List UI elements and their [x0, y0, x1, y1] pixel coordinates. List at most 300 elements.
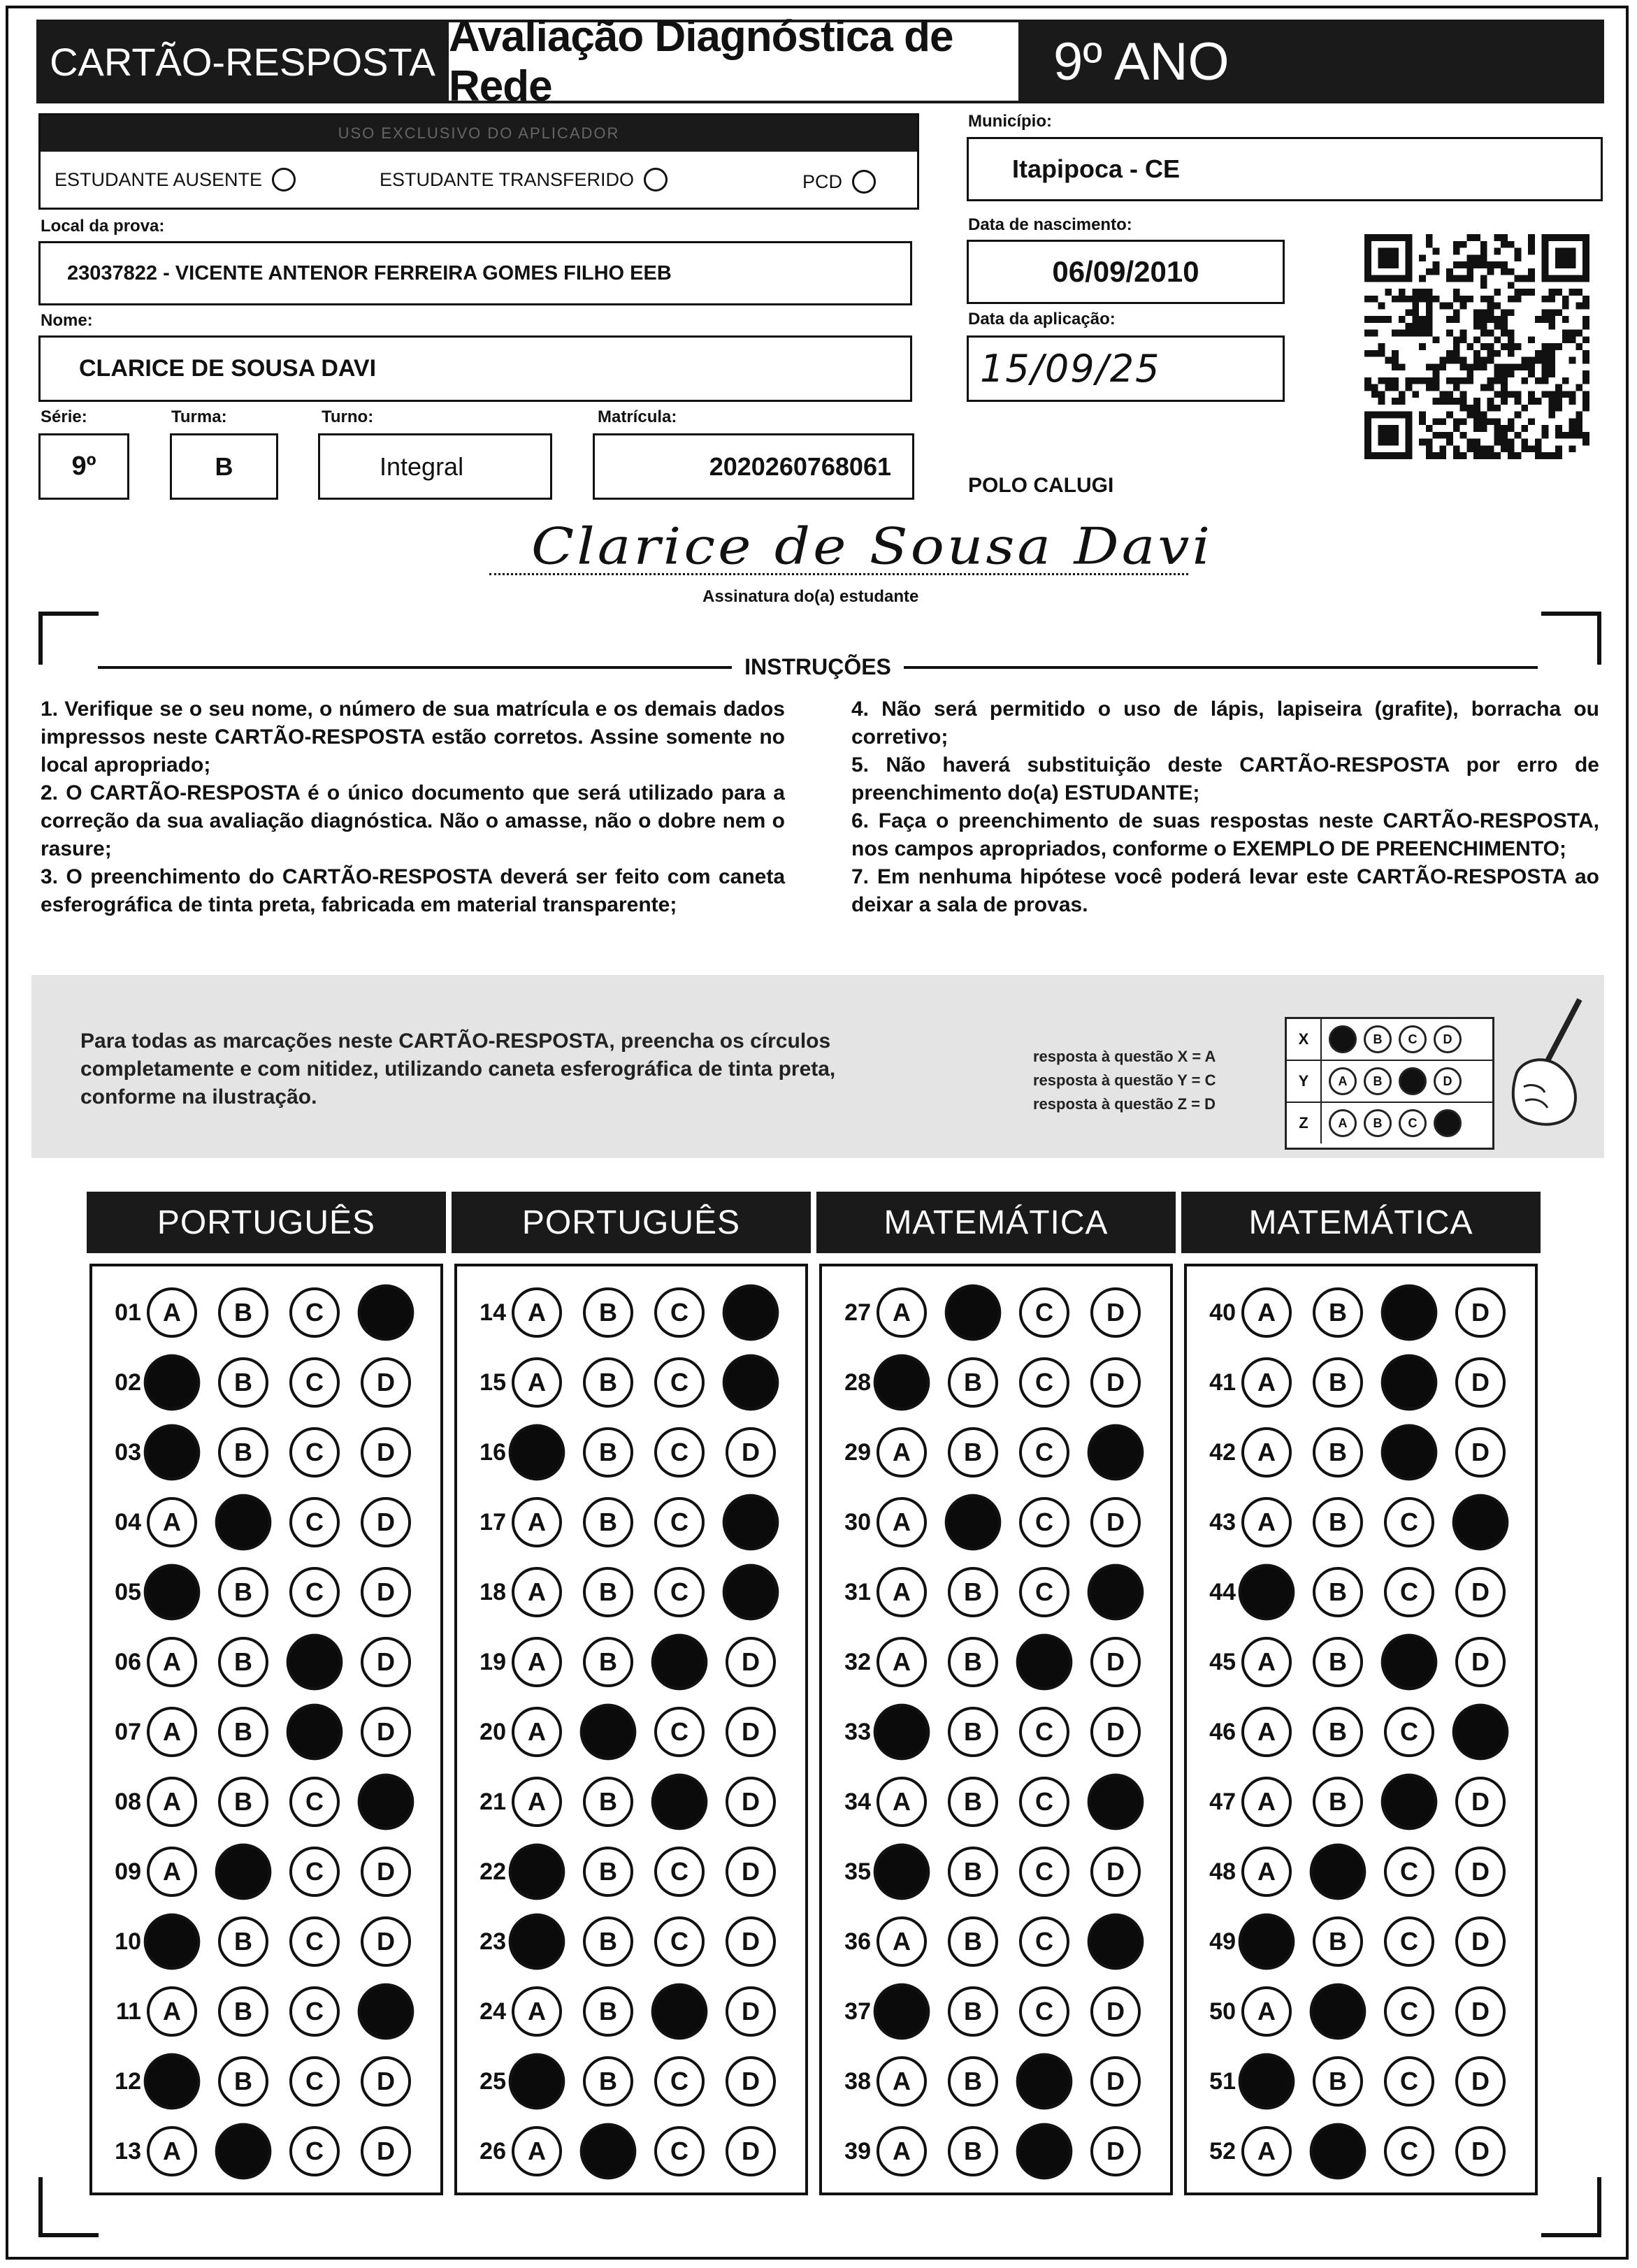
answer-bubble-c[interactable]: C — [289, 1986, 340, 2037]
answer-bubble-b[interactable]: B — [218, 2056, 268, 2107]
answer-bubble-b[interactable]: B — [580, 1704, 637, 1761]
answer-bubble-b[interactable]: B — [215, 1844, 272, 1900]
answer-bubble-d[interactable]: D — [1452, 1704, 1509, 1761]
instructions-title-wrap — [98, 654, 1538, 680]
question-row — [1187, 1422, 1527, 1483]
answer-bubble-c[interactable]: C — [289, 1847, 340, 1897]
answer-bubble-a[interactable]: A — [144, 1914, 201, 1970]
answer-bubble-c[interactable]: C — [654, 1357, 705, 1408]
question-row — [92, 1911, 432, 1972]
question-row — [822, 1352, 1162, 1413]
question-number: 43 — [1209, 1508, 1236, 1536]
answer-bubble-d[interactable]: D — [723, 1355, 779, 1411]
answer-bubble-d[interactable]: D — [1455, 1916, 1506, 1967]
answer-bubble-b[interactable]: B — [218, 1986, 268, 2037]
answer-bubble-c[interactable]: C — [1384, 1847, 1434, 1897]
answer-bubble-b[interactable]: B — [218, 1707, 268, 1757]
answer-bubble-b[interactable]: B — [583, 1916, 633, 1967]
answer-bubble-b[interactable]: B — [583, 1567, 633, 1617]
answer-bubble-d[interactable]: D — [726, 1637, 776, 1687]
answer-bubble-a[interactable]: A — [1241, 1637, 1292, 1687]
question-row — [457, 1282, 797, 1343]
answer-bubble-d[interactable]: D — [1088, 1774, 1144, 1830]
answer-bubble-b[interactable]: B — [1313, 1637, 1363, 1687]
question-row — [1187, 2051, 1527, 2112]
answer-bubble-a[interactable]: A — [512, 1567, 562, 1617]
answer-bubble-c[interactable]: C — [1016, 2123, 1073, 2180]
answer-bubble-b[interactable]: B — [948, 1637, 998, 1687]
answer-bubble-b[interactable]: B — [1313, 1287, 1363, 1338]
turma-field — [170, 433, 278, 500]
example-row-label: Y — [1287, 1061, 1322, 1102]
question-row — [822, 1981, 1162, 2042]
answer-bubble-c[interactable]: C — [1019, 1287, 1069, 1338]
answer-bubble-d[interactable]: D — [361, 1497, 411, 1547]
answer-bubble-d[interactable]: D — [726, 2126, 776, 2176]
answer-bubble-a[interactable]: A — [1241, 1847, 1292, 1897]
pcd-option[interactable] — [802, 170, 876, 194]
answer-bubble-b[interactable]: B — [218, 1777, 268, 1827]
answer-bubble-c[interactable]: C — [654, 1567, 705, 1617]
section-answer-box — [454, 1264, 808, 2195]
answer-bubble-d[interactable]: D — [361, 1847, 411, 1897]
absent-label: ESTUDANTE AUSENTE — [55, 168, 263, 190]
answer-bubble-d[interactable]: D — [1090, 1707, 1141, 1757]
answer-bubble-c[interactable]: C — [289, 1777, 340, 1827]
question-row — [1187, 1981, 1527, 2042]
answer-bubble-a[interactable]: A — [1241, 1986, 1292, 2037]
answer-bubble-d[interactable]: D — [723, 1285, 779, 1341]
answer-bubble-d[interactable]: D — [1090, 1986, 1141, 2037]
answer-bubble-c[interactable]: C — [289, 1427, 340, 1478]
absent-circle[interactable] — [272, 168, 296, 192]
answer-bubble-b[interactable]: B — [948, 1847, 998, 1897]
answer-bubble-b[interactable]: B — [583, 1497, 633, 1547]
answer-bubble-d[interactable]: D — [1090, 2126, 1141, 2176]
answer-bubble-d[interactable]: D — [361, 2126, 411, 2176]
answer-bubble-b[interactable]: B — [948, 1357, 998, 1408]
answer-bubble-a[interactable]: A — [1241, 1777, 1292, 1827]
answer-bubble-d[interactable]: D — [361, 1357, 411, 1408]
answer-bubble-d[interactable]: D — [361, 1637, 411, 1687]
question-row — [822, 1911, 1162, 1972]
nascimento-value: 06/09/2010 — [1052, 255, 1199, 288]
answer-bubble-c[interactable]: C — [1384, 1567, 1434, 1617]
question-row — [457, 1911, 797, 1972]
question-row — [92, 2051, 432, 2112]
answer-bubble-a[interactable]: A — [512, 1777, 562, 1827]
answer-bubble-a[interactable]: A — [147, 1707, 197, 1757]
absent-option[interactable] — [55, 168, 296, 192]
section-header: MATEMÁTICA — [816, 1192, 1176, 1253]
answer-bubble-d[interactable]: D — [1090, 1287, 1141, 1338]
answer-bubble-b[interactable]: B — [583, 1357, 633, 1408]
answer-bubble-c[interactable]: C — [1019, 1427, 1069, 1478]
answer-bubble-c[interactable]: C — [1019, 1777, 1069, 1827]
answer-bubble-b[interactable]: B — [583, 1427, 633, 1478]
question-row — [1187, 1282, 1527, 1343]
answer-bubble-c[interactable]: C — [651, 1774, 708, 1830]
answer-bubble-d[interactable]: D — [1455, 1777, 1506, 1827]
answer-bubble-a[interactable]: A — [147, 1637, 197, 1687]
section-header: PORTUGUÊS — [87, 1192, 446, 1253]
answer-bubble-d[interactable]: D — [358, 1774, 414, 1830]
question-number: 14 — [479, 1299, 506, 1326]
signature-caption: Assinatura do(a) estudante — [702, 587, 919, 606]
answer-bubble-b[interactable]: B — [218, 1427, 268, 1478]
nome-value: CLARICE DE SOUSA DAVI — [79, 355, 377, 382]
answer-bubble-b[interactable]: B — [1313, 1427, 1363, 1478]
answer-bubble-a[interactable]: A — [144, 1564, 201, 1621]
answer-bubble-b[interactable]: B — [218, 1916, 268, 1967]
answer-bubble-a[interactable]: A — [1241, 2126, 1292, 2176]
answer-bubble-a[interactable]: A — [1241, 1287, 1292, 1338]
student-signature: Clarice de Sousa Davi — [531, 517, 1213, 576]
answer-bubble-d[interactable]: D — [1455, 1567, 1506, 1617]
answer-bubble-c[interactable]: C — [654, 2056, 705, 2107]
answer-bubble-a[interactable]: A — [147, 1986, 197, 2037]
question-row — [822, 1282, 1162, 1343]
answer-bubble-c[interactable]: C — [289, 1497, 340, 1547]
answer-bubble-c[interactable]: C — [651, 1634, 708, 1691]
question-number: 44 — [1209, 1578, 1236, 1605]
section-answer-box — [1184, 1264, 1538, 2195]
answer-bubble-c[interactable]: C — [1016, 1634, 1073, 1691]
transferred-circle[interactable] — [644, 168, 668, 192]
answer-bubble-c[interactable]: C — [1381, 1634, 1438, 1691]
question-number: 47 — [1209, 1788, 1236, 1815]
corner-bottom-right — [1541, 2177, 1601, 2237]
answer-bubble-a[interactable]: A — [877, 1497, 927, 1547]
instruction-1: 1. Verifique se o seu nome, o número de sua matrícula e os demais dados impressos neste CARTÃO-RESPOSTA estão corretos. Assine somente no local apropriado; — [41, 698, 785, 777]
answer-bubble-c[interactable]: C — [1381, 1355, 1438, 1411]
answer-bubble-d[interactable]: D — [1090, 1637, 1141, 1687]
answer-bubble-c[interactable]: C — [1384, 1916, 1434, 1967]
answer-bubble-b[interactable]: B — [1310, 1844, 1366, 1900]
answer-bubble-a[interactable]: A — [147, 1497, 197, 1547]
answer-bubble-d[interactable]: D — [361, 1916, 411, 1967]
example-bubble: B — [1364, 1109, 1392, 1137]
answer-bubble-a[interactable]: A — [512, 1497, 562, 1547]
question-number: 35 — [844, 1858, 871, 1885]
answer-bubble-d[interactable]: D — [361, 1427, 411, 1478]
answer-bubble-a[interactable]: A — [877, 1287, 927, 1338]
answer-bubble-c[interactable]: C — [1381, 1285, 1438, 1341]
answer-bubble-b[interactable]: B — [1310, 1984, 1366, 2040]
answer-bubble-c[interactable]: C — [654, 1707, 705, 1757]
answer-bubble-a[interactable]: A — [147, 2126, 197, 2176]
answer-bubble-d[interactable]: D — [1452, 1494, 1509, 1551]
answer-bubble-d[interactable]: D — [723, 1564, 779, 1621]
matricula-label: Matrícula: — [598, 407, 677, 426]
answer-bubble-d[interactable]: D — [726, 1986, 776, 2037]
answer-bubble-c[interactable]: C — [289, 1357, 340, 1408]
answer-bubble-c[interactable]: C — [654, 1287, 705, 1338]
answer-bubble-d[interactable]: D — [1088, 1914, 1144, 1970]
question-row — [92, 1841, 432, 1902]
answer-bubble-c[interactable]: C — [1019, 1357, 1069, 1408]
question-number: 46 — [1209, 1718, 1236, 1745]
answer-bubble-b[interactable]: B — [1310, 2123, 1366, 2180]
answer-bubble-c[interactable]: C — [654, 1916, 705, 1967]
question-number: 13 — [115, 2137, 141, 2165]
example-row — [1287, 1061, 1492, 1103]
answer-bubble-a[interactable]: A — [512, 1287, 562, 1338]
question-row — [1187, 1631, 1527, 1693]
answer-bubble-d[interactable]: D — [726, 1847, 776, 1897]
answer-bubble-a[interactable]: A — [877, 1777, 927, 1827]
answer-bubble-b[interactable]: B — [1313, 1777, 1363, 1827]
answer-bubble-d[interactable]: D — [358, 1984, 414, 2040]
example-bubble: D — [1434, 1109, 1462, 1137]
answer-bubble-a[interactable]: A — [512, 1637, 562, 1687]
answer-bubble-b[interactable]: B — [948, 2056, 998, 2107]
answer-bubble-b[interactable]: B — [583, 1637, 633, 1687]
question-row — [822, 1841, 1162, 1902]
answer-bubble-b[interactable]: B — [583, 2056, 633, 2107]
answer-bubble-c[interactable]: C — [1381, 1424, 1438, 1481]
answer-bubble-d[interactable]: D — [1455, 1287, 1506, 1338]
question-number: 50 — [1209, 1998, 1236, 2025]
answer-bubble-d[interactable]: D — [1455, 2056, 1506, 2107]
answer-bubble-b[interactable]: B — [1313, 1916, 1363, 1967]
answer-bubble-d[interactable]: D — [726, 1777, 776, 1827]
nascimento-field — [967, 240, 1285, 304]
answer-bubble-a[interactable]: A — [509, 1914, 565, 1970]
section-header: PORTUGUÊS — [452, 1192, 811, 1253]
answer-bubble-c[interactable]: C — [1384, 2126, 1434, 2176]
answer-bubble-a[interactable]: A — [1239, 1564, 1295, 1621]
answer-bubble-a[interactable]: A — [512, 1707, 562, 1757]
answer-bubble-c[interactable]: C — [1019, 1707, 1069, 1757]
answer-bubble-c[interactable]: C — [1384, 2056, 1434, 2107]
answer-bubble-c[interactable]: C — [654, 2126, 705, 2176]
answer-bubble-b[interactable]: B — [948, 1427, 998, 1478]
answer-bubble-a[interactable]: A — [874, 1844, 930, 1900]
question-number: 16 — [479, 1438, 506, 1466]
grade-label: 9º ANO — [1018, 20, 1604, 103]
answer-bubble-a[interactable]: A — [144, 1424, 201, 1481]
answer-bubble-d[interactable]: D — [1455, 1847, 1506, 1897]
question-number: 09 — [115, 1858, 141, 1885]
answer-bubble-a[interactable]: A — [874, 1355, 930, 1411]
answer-bubble-b[interactable]: B — [948, 1916, 998, 1967]
answer-bubble-c[interactable]: C — [654, 1847, 705, 1897]
answer-bubble-d[interactable]: D — [361, 2056, 411, 2107]
answer-bubble-a[interactable]: A — [877, 1637, 927, 1687]
answer-bubble-a[interactable]: A — [144, 2053, 201, 2110]
answer-bubble-d[interactable]: D — [1455, 2126, 1506, 2176]
answer-bubble-b[interactable]: B — [948, 1986, 998, 2037]
answer-bubble-c[interactable]: C — [1016, 2053, 1073, 2110]
answer-bubble-a[interactable]: A — [1241, 1497, 1292, 1547]
matricula-field — [593, 433, 914, 500]
answer-bubble-b[interactable]: B — [218, 1637, 268, 1687]
answer-bubble-c[interactable]: C — [1019, 1497, 1069, 1547]
answer-bubble-b[interactable]: B — [1313, 1707, 1363, 1757]
answer-bubble-d[interactable]: D — [1455, 1637, 1506, 1687]
answer-bubble-c[interactable]: C — [1019, 1847, 1069, 1897]
answer-bubble-b[interactable]: B — [583, 1847, 633, 1897]
answer-bubble-b[interactable]: B — [1313, 1357, 1363, 1408]
transferred-option[interactable] — [380, 168, 668, 192]
question-row — [1187, 1491, 1527, 1553]
example-key-y: resposta à questão Y = C — [1033, 1071, 1216, 1089]
answer-bubble-a[interactable]: A — [512, 1986, 562, 2037]
answer-bubble-a[interactable]: A — [512, 2126, 562, 2176]
pcd-circle[interactable] — [852, 170, 876, 194]
answer-bubble-b[interactable]: B — [583, 1986, 633, 2037]
nascimento-label: Data de nascimento: — [968, 215, 1132, 234]
answer-bubble-a[interactable]: A — [147, 1287, 197, 1338]
answer-bubble-d[interactable]: D — [723, 1494, 779, 1551]
answer-bubble-c[interactable]: C — [1019, 1567, 1069, 1617]
turno-field — [318, 433, 552, 500]
answer-bubble-a[interactable]: A — [1241, 1707, 1292, 1757]
answer-bubble-c[interactable]: C — [287, 1704, 343, 1761]
answer-bubble-a[interactable]: A — [874, 1984, 930, 2040]
answer-bubble-c[interactable]: C — [289, 2126, 340, 2176]
answer-bubble-b[interactable]: B — [948, 1777, 998, 1827]
answer-bubble-d[interactable]: D — [1090, 1497, 1141, 1547]
serie-label: Série: — [41, 407, 87, 426]
answer-bubble-c[interactable]: C — [289, 2056, 340, 2107]
answer-bubble-a[interactable]: A — [874, 1704, 930, 1761]
answer-bubble-a[interactable]: A — [147, 1777, 197, 1827]
answer-bubble-d[interactable]: D — [1090, 1357, 1141, 1408]
municipio-value: Itapipoca - CE — [1012, 154, 1181, 183]
answer-bubble-c[interactable]: C — [651, 1984, 708, 2040]
instruction-6: 6. Faça o preenchimento de suas respostas neste CARTÃO-RESPOSTA, nos campos apropriados, conforme o EXEMPLO DE PREENCHIMENTO; — [851, 809, 1599, 860]
answer-bubble-d[interactable]: D — [726, 2056, 776, 2107]
answer-bubble-d[interactable]: D — [361, 1707, 411, 1757]
question-row — [457, 1771, 797, 1833]
answer-bubble-a[interactable]: A — [509, 2053, 565, 2110]
turno-value: Integral — [380, 452, 464, 481]
answer-bubble-a[interactable]: A — [877, 1567, 927, 1617]
answer-bubble-c[interactable]: C — [1019, 1916, 1069, 1967]
question-number: 36 — [844, 1928, 871, 1955]
answer-bubble-b[interactable]: B — [1313, 2056, 1363, 2107]
answer-bubble-b[interactable]: B — [945, 1494, 1002, 1551]
answer-bubble-b[interactable]: B — [583, 1287, 633, 1338]
example-bubble: A — [1329, 1067, 1357, 1095]
answer-bubble-d[interactable]: D — [1088, 1564, 1144, 1621]
answer-bubble-c[interactable]: C — [287, 1634, 343, 1691]
answer-bubble-c[interactable]: C — [1384, 1497, 1434, 1547]
answer-bubble-b[interactable]: B — [945, 1285, 1002, 1341]
answer-bubble-a[interactable]: A — [877, 1916, 927, 1967]
question-row — [822, 2121, 1162, 2182]
answer-bubble-c[interactable]: C — [654, 1427, 705, 1478]
question-number: 51 — [1209, 2067, 1236, 2095]
question-row — [457, 1981, 797, 2042]
answer-bubble-b[interactable]: B — [218, 1357, 268, 1408]
answer-bubble-a[interactable]: A — [147, 1847, 197, 1897]
matricula-value: 2020260768061 — [709, 452, 891, 481]
answer-bubble-a[interactable]: A — [144, 1355, 201, 1411]
answer-bubble-b[interactable]: B — [948, 1567, 998, 1617]
answer-bubble-a[interactable]: A — [509, 1424, 565, 1481]
question-row — [92, 1771, 432, 1833]
question-number: 25 — [479, 2067, 506, 2095]
answer-bubble-d[interactable]: D — [726, 1916, 776, 1967]
answer-bubble-b[interactable]: B — [580, 2123, 637, 2180]
answer-bubble-c[interactable]: C — [289, 1567, 340, 1617]
question-row — [92, 1981, 432, 2042]
answer-bubble-d[interactable]: D — [1090, 1847, 1141, 1897]
answer-bubble-d[interactable]: D — [726, 1427, 776, 1478]
answer-bubble-c[interactable]: C — [1381, 1774, 1438, 1830]
answer-bubble-a[interactable]: A — [1239, 2053, 1295, 2110]
answer-bubble-c[interactable]: C — [1384, 1707, 1434, 1757]
qr-code — [1362, 234, 1592, 459]
question-number: 49 — [1209, 1928, 1236, 1955]
instruction-3: 3. O preenchimento do CARTÃO-RESPOSTA deverá ser feito com caneta esferográfica de tinta preta, fabricada em material transparente; — [41, 865, 785, 916]
answer-bubble-d[interactable]: D — [1455, 1427, 1506, 1478]
question-row — [92, 2121, 432, 2182]
answer-bubble-c[interactable]: C — [289, 1916, 340, 1967]
answer-bubble-b[interactable]: B — [583, 1777, 633, 1827]
answer-bubble-d[interactable]: D — [358, 1285, 414, 1341]
answer-bubble-d[interactable]: D — [1455, 1357, 1506, 1408]
answer-bubble-a[interactable]: A — [1239, 1914, 1295, 1970]
answer-bubble-a[interactable]: A — [877, 2056, 927, 2107]
answer-bubble-b[interactable]: B — [215, 1494, 272, 1551]
answer-bubble-b[interactable]: B — [218, 1567, 268, 1617]
answer-bubble-c[interactable]: C — [654, 1497, 705, 1547]
question-number: 29 — [844, 1438, 871, 1466]
example-bubble: D — [1434, 1067, 1462, 1095]
answer-bubble-c[interactable]: C — [1384, 1986, 1434, 2037]
answer-bubble-b[interactable]: B — [948, 2126, 998, 2176]
answer-bubble-a[interactable]: A — [1241, 1357, 1292, 1408]
corner-top-right — [1541, 612, 1601, 665]
answer-bubble-a[interactable]: A — [877, 2126, 927, 2176]
answer-bubble-a[interactable]: A — [509, 1844, 565, 1900]
answer-bubble-b[interactable]: B — [215, 2123, 272, 2180]
serie-field — [38, 433, 129, 500]
serie-value: 9º — [71, 452, 96, 481]
question-number: 42 — [1209, 1438, 1236, 1466]
answer-bubble-b[interactable]: B — [1313, 1567, 1363, 1617]
nome-label: Nome: — [41, 311, 93, 330]
answer-bubble-d[interactable]: D — [1090, 2056, 1141, 2107]
answer-bubble-b[interactable]: B — [1313, 1497, 1363, 1547]
answer-bubble-c[interactable]: C — [1019, 1986, 1069, 2037]
question-number: 10 — [115, 1928, 141, 1955]
question-row — [92, 1422, 432, 1483]
question-number: 39 — [844, 2137, 871, 2165]
signature-line — [489, 573, 1188, 575]
answer-bubble-c[interactable]: C — [289, 1287, 340, 1338]
example-row — [1287, 1103, 1492, 1143]
answer-bubble-d[interactable]: D — [1455, 1986, 1506, 2037]
question-row — [1187, 2121, 1527, 2182]
question-number: 18 — [479, 1578, 506, 1605]
answer-bubble-b[interactable]: B — [218, 1287, 268, 1338]
answer-bubble-d[interactable]: D — [361, 1567, 411, 1617]
answer-bubble-a[interactable]: A — [512, 1357, 562, 1408]
answer-bubble-a[interactable]: A — [877, 1427, 927, 1478]
answer-bubble-a[interactable]: A — [1241, 1427, 1292, 1478]
question-number: 20 — [479, 1718, 506, 1745]
question-number: 24 — [479, 1998, 506, 2025]
answer-bubble-d[interactable]: D — [1088, 1424, 1144, 1481]
answer-bubble-b[interactable]: B — [948, 1707, 998, 1757]
answer-bubble-d[interactable]: D — [726, 1707, 776, 1757]
instruction-2: 2. O CARTÃO-RESPOSTA é o único documento que será utilizado para a correção da sua avaliação diagnóstica. Não o amasse, não o dobre nem o rasure; — [41, 781, 785, 860]
